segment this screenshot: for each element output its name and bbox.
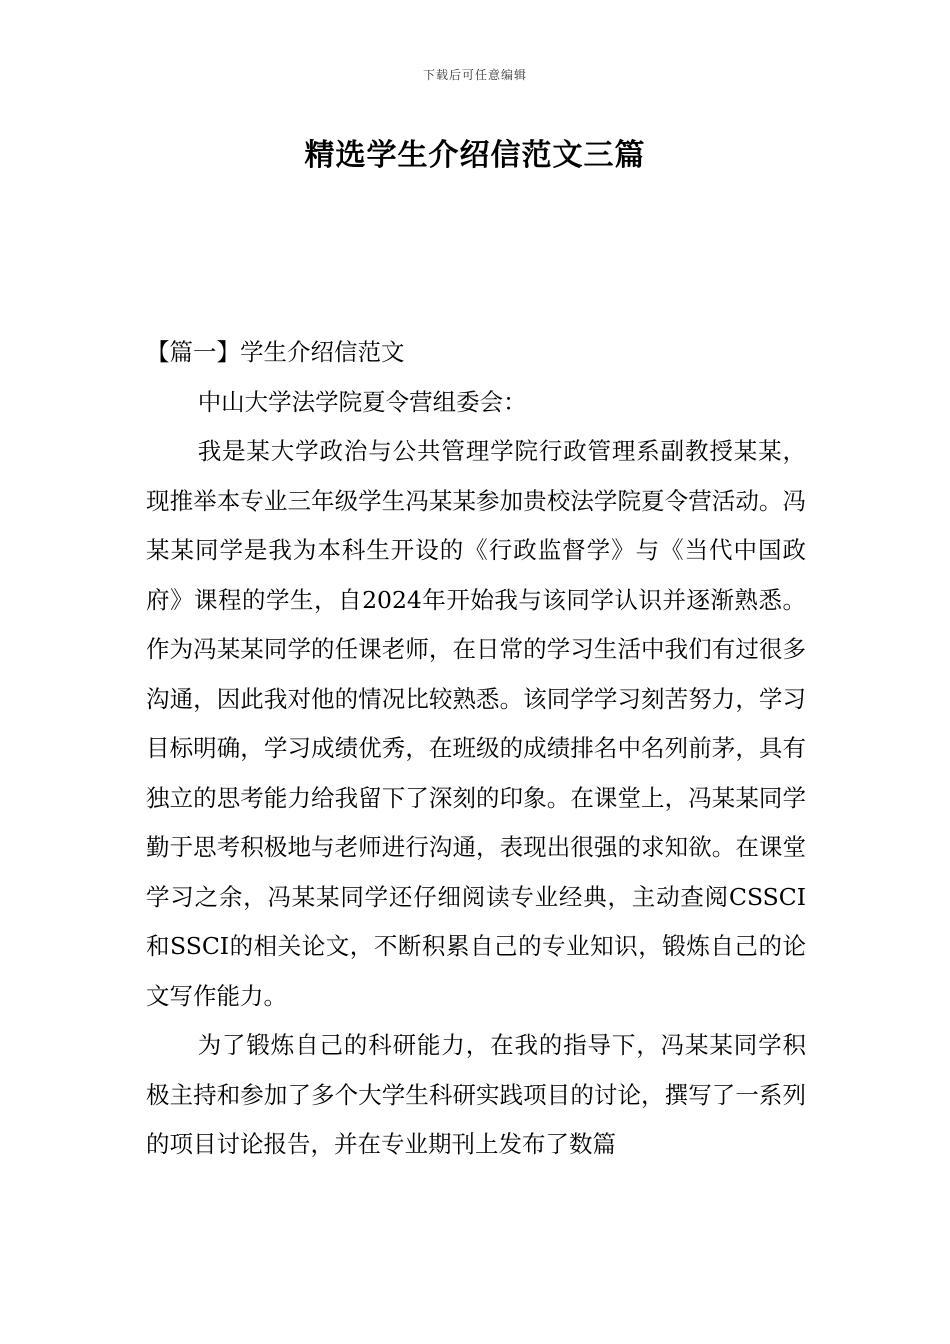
letter-salutation: 中山大学法学院夏令营组委会： xyxy=(197,387,527,416)
page-header-note: 下载后可任意编辑 xyxy=(422,68,527,82)
section-heading: 【篇一】学生介绍信范文 xyxy=(146,338,405,366)
document-body xyxy=(146,328,806,1170)
body-paragraph-2: 为了锻炼自己的科研能力，在我的指导下，冯某某同学积极主持和参加了多个大学生科研实践项目的讨论，撰写了一系列的项目讨论报告，并在专业期刊上发布了数篇 xyxy=(146,1031,806,1158)
body-paragraph-1: 我是某大学政治与公共管理学院行政管理系副教授某某，现推举本专业三年级学生冯某某参加贵校法学院夏令营活动。冯某某同学是我为本科生开设的《行政监督学》与《当代中国政府》课程的学生，自2024年开始我与该同学认识并逐渐熟悉。作为冯某某同学的任课老师，在日常的学习生活中我们有过很多沟通，因此我对他的情况比较熟悉。该同学学习刻苦努力，学习目标明确，学习成绩优秀，在班级的成绩排名中名列前茅，具有独立的思考能力给我留下了深刻的印象。在课堂上，冯某某同学勤于思考积极地与老师进行沟通，表现出很强的求知欲。在课堂学习之余，冯某某同学还仔细阅读专业经典，主动查阅CSSCI和SSCI的相关论文，不断积累自己的专业知识，锻炼自己的论文写作能力。 xyxy=(146,437,806,1010)
document-title: 精选学生介绍信范文三篇 xyxy=(304,138,646,173)
